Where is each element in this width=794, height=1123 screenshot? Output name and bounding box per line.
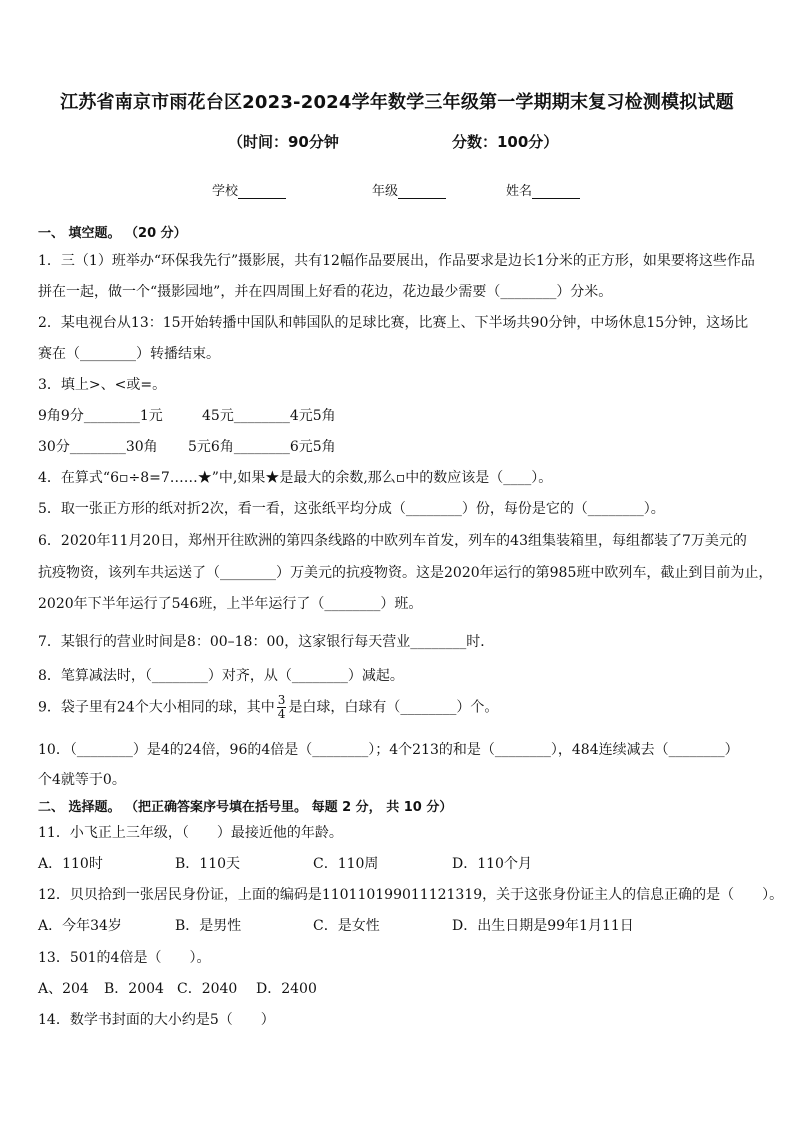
q3-a: 9角9分________1元 bbox=[38, 408, 163, 424]
q5-text: 5．取一张正方形的纸对折2次，看一看，这张纸平均分成（________）份，每份是它的（________）。 bbox=[38, 501, 665, 517]
q13-option-c: C．2040 bbox=[177, 981, 238, 997]
q13-stem: 13．501的4倍是（ ）。 bbox=[38, 950, 211, 966]
q6-line2: 抗疫物资，该列车共运送了（________）万美元的抗疫物资。这是2020年运行的第985班中欧列车，截止到目前为止， bbox=[38, 565, 773, 581]
school-field bbox=[212, 180, 286, 199]
name-field bbox=[506, 180, 580, 199]
grade-label: 年级 bbox=[372, 184, 399, 199]
name-label: 姓名 bbox=[506, 184, 533, 199]
q9-before: 9．袋子里有24个大小相同的球，其中 bbox=[38, 699, 275, 716]
q9-fraction bbox=[277, 694, 287, 721]
q3-d: 5元6角________6元5角 bbox=[188, 439, 336, 455]
q9-frac-den: 4 bbox=[277, 707, 286, 721]
q14-stem: 14．数学书封面的大小约是5（ ） bbox=[38, 1012, 275, 1028]
q2-line2: 赛在（________）转播结束。 bbox=[38, 346, 220, 362]
q11-option-a: A．110时 bbox=[38, 856, 103, 872]
q6-line3: 2020年下半年运行了546班，上半年运行了（________）班。 bbox=[38, 596, 423, 612]
exam-time: （时间：90分钟 bbox=[228, 133, 339, 151]
q11-option-b: B．110天 bbox=[175, 856, 241, 872]
q8-text: 8．笔算减法时，（________）对齐，从（________）减起。 bbox=[38, 668, 404, 684]
q1-line1: 1．三（1）班举办“环保我先行”摄影展，共有12幅作品要展出，作品要求是边长1分米的正方形，如果要将这些作品 bbox=[38, 253, 755, 269]
q10-line2: 个4就等于0。 bbox=[38, 772, 126, 788]
q1-line2: 拼在一起，做一个“摄影园地”，并在四周围上好看的花边，花边最少需要（________）分米。 bbox=[38, 284, 613, 300]
exam-score: 分数：100分） bbox=[452, 133, 559, 151]
q2-line1: 2．某电视台从13：15开始转播中国队和韩国队的足球比赛，比赛上、下半场共90分钟，中场休息15分钟，这场比 bbox=[38, 315, 749, 331]
q3-c: 30分________30角 bbox=[38, 439, 158, 455]
q4-text: 4．在算式“6▫÷8=7……★”中,如果★是最大的余数,那么▫中的数应该是（____）。 bbox=[38, 470, 553, 486]
grade-blank bbox=[398, 184, 446, 199]
section1-heading: 一、 填空题。 （20 分） bbox=[38, 226, 187, 241]
q11-stem: 11．小飞正上三年级，（ ）最接近他的年龄。 bbox=[38, 825, 343, 841]
q12-option-b: B．是男性 bbox=[175, 918, 242, 934]
q11-option-c: C．110周 bbox=[313, 856, 379, 872]
grade-field bbox=[372, 180, 446, 199]
q13-option-a: A、204 bbox=[38, 981, 89, 997]
q12-stem: 12．贝贝拾到一张居民身份证，上面的编码是110110199011121319，关于这张身份证主人的信息正确的是（ ）。 bbox=[38, 887, 784, 903]
q9-frac-num: 3 bbox=[277, 693, 286, 707]
q7-text: 7．某银行的营业时间是8：00–18：00，这家银行每天营业________时． bbox=[38, 634, 495, 650]
exam-title: 江苏省南京市雨花台区2023-2024学年数学三年级第一学期期末复习检测模拟试题 bbox=[60, 92, 734, 113]
school-label: 学校 bbox=[212, 184, 239, 199]
q11-option-d: D．110个月 bbox=[452, 856, 532, 872]
q13-option-d: D．2400 bbox=[256, 981, 317, 997]
q6-line1: 6．2020年11月20日，郑州开往欧洲的第四条线路的中欧列车首发，列车的43组集装箱里，每组都装了7万美元的 bbox=[38, 533, 747, 549]
q12-option-a: A．今年34岁 bbox=[38, 918, 122, 934]
name-blank bbox=[532, 184, 580, 199]
q13-option-b: B．2004 bbox=[104, 981, 164, 997]
section2-heading: 二、 选择题。 （把正确答案序号填在括号里。 每题 2 分， 共 10 分） bbox=[38, 800, 453, 815]
q10-line1: 10．（________）是4的24倍，96的4倍是（________）；4个213的和是（________），484连续减去（________） bbox=[38, 742, 739, 758]
q3-stem: 3．填上>、<或=。 bbox=[38, 377, 167, 393]
q9-after: 是白球，白球有（________）个。 bbox=[288, 699, 499, 716]
q9-line bbox=[38, 694, 498, 721]
school-blank bbox=[238, 184, 286, 199]
q12-option-d: D．出生日期是99年1月11日 bbox=[452, 918, 634, 934]
q12-option-c: C．是女性 bbox=[313, 918, 380, 934]
q3-b: 45元________4元5角 bbox=[202, 408, 336, 424]
